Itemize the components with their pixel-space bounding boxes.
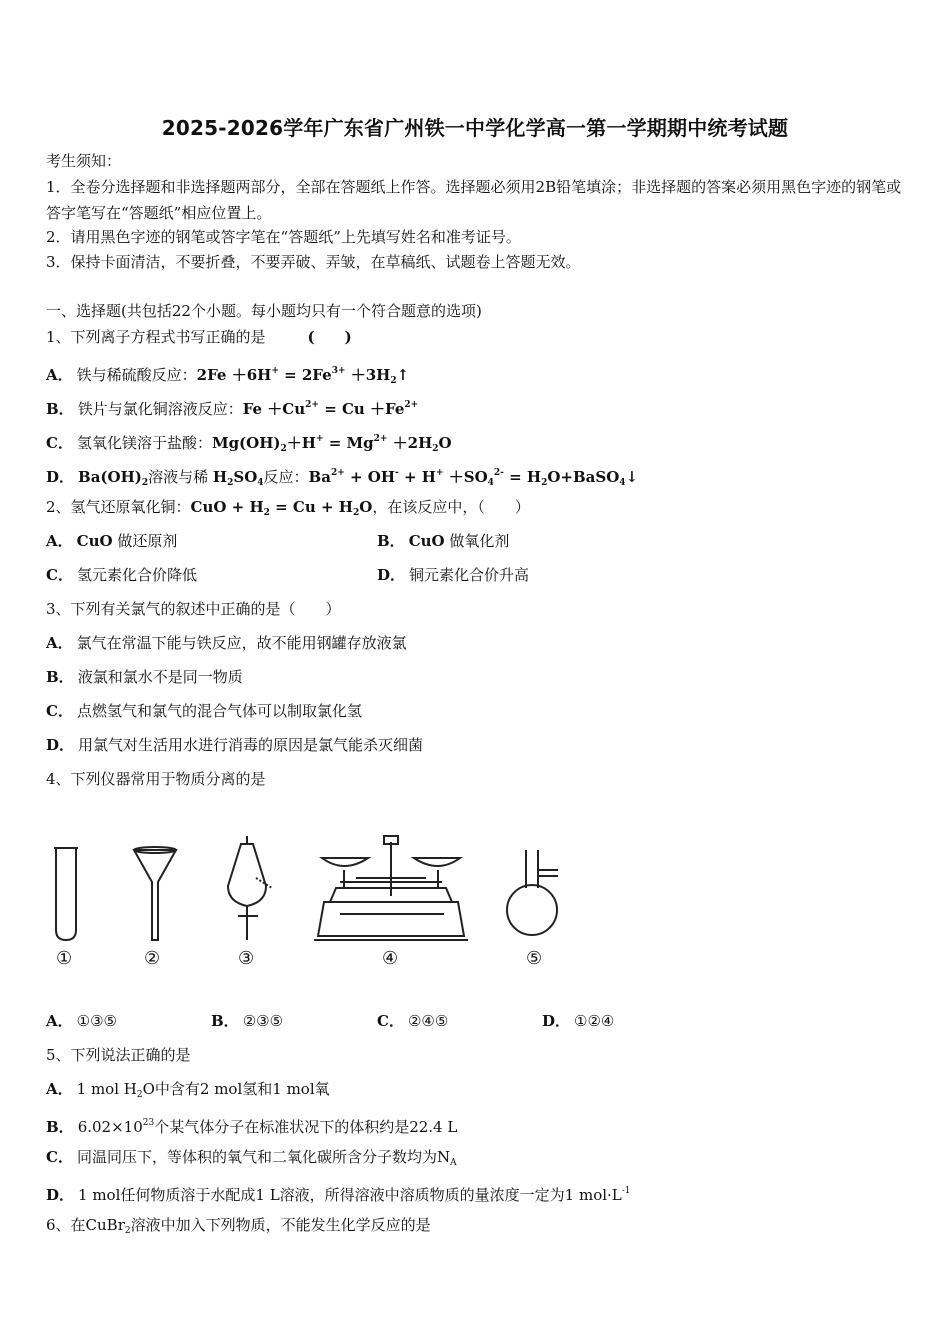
notice-item-3: 3．保持卡面清洁，不要折叠，不要弄破、弄皱，在草稿纸、试题卷上答题无效。 xyxy=(46,253,581,271)
test-tube-icon xyxy=(54,848,78,940)
section-heading: 一、选择题(共包括22个小题。每小题均只有一个符合题意的选项) xyxy=(46,302,482,320)
q3-option-a[interactable]: A． 氯气在常温下能与铁反应，故不能用钢罐存放液氯 xyxy=(46,634,407,652)
q2-options-row-2 xyxy=(46,565,906,585)
q5-option-b[interactable]: B． $6.02\times 10^{23}$个某气体分子在标准状况下的体积约是22.4 L xyxy=(46,1118,458,1136)
q3-option-d[interactable]: D． 用氯气对生活用水进行消毒的原因是氯气能杀灭细菌 xyxy=(46,736,424,754)
q4-option-c[interactable]: C． ②④⑤ xyxy=(377,1012,449,1030)
q3-option-c[interactable]: C． 点燃氢气和氯气的混合气体可以制取氯化氢 xyxy=(46,702,362,720)
question-5-stem: 5、下列说法正确的是 xyxy=(46,1046,191,1064)
question-4-stem: 4、下列仪器常用于物质分离的是 xyxy=(46,770,266,788)
question-2-stem: 2、氢气还原氧化铜：CuO + $H_2 = Cu + H_2O$，在该反应中，（ ） xyxy=(46,498,530,518)
notice-heading: 考生须知： xyxy=(46,152,122,170)
q1-option-d[interactable]: D． $Ba(OH)_2$溶液与稀 $H_2SO_4$反应：$Ba^{2+} + OH^- + H^+ +SO_4^{2-}$ = $H_2O+BaSO_4↓$ xyxy=(46,468,639,488)
balance-scale-icon xyxy=(314,836,468,940)
q1-option-b[interactable]: B． 铁片与氯化铜溶液反应：$Fe +Cu^{2+} = Cu +Fe^{2+}$ xyxy=(46,400,419,418)
q5-option-a[interactable]: A． 1 mol $H_2O$中含有2 mol氢和1 mol氧 xyxy=(46,1080,330,1100)
question-1-stem xyxy=(46,327,352,347)
q5-option-c[interactable]: C． 同温同压下，等体积的氧气和二氧化碳所含分子数均为$N_A$ xyxy=(46,1148,457,1168)
notice-item-2: 2．请用黑色字迹的钢笔或答字笔在“答题纸”上先填写姓名和准考证号。 xyxy=(46,228,521,246)
question-6-stem: 6、在CuBr$_2$溶液中加入下列物质，不能发生化学反应的是 xyxy=(46,1216,431,1236)
figure-label-1: ① xyxy=(56,948,73,969)
q4-option-b[interactable]: B． ②③⑤ xyxy=(211,1012,284,1030)
funnel-icon xyxy=(134,847,176,940)
apparatus-figure xyxy=(44,830,574,990)
q4-option-d[interactable]: D． ①②④ xyxy=(542,1012,615,1030)
apparatus-illustration xyxy=(44,830,574,990)
q1-option-a[interactable]: A． 铁与稀硫酸反应：$2Fe +6H^+ = 2Fe^{3+}$ $+3H_2↑$ xyxy=(46,366,410,386)
figure-label-5: ⑤ xyxy=(526,948,543,969)
q4-option-a[interactable]: A． ①③⑤ xyxy=(46,1012,117,1030)
q2-option-d[interactable]: D． 铜元素化合价升高 xyxy=(377,566,530,584)
separatory-funnel-icon xyxy=(228,836,272,940)
question-3-stem: 3、下列有关氯气的叙述中正确的是（ ） xyxy=(46,600,341,618)
distilling-flask-icon xyxy=(507,850,558,935)
page-title: 2025-2026学年广东省广州铁一中学化学高一第一学期期中统考试题 xyxy=(161,116,789,140)
q5-option-d[interactable]: D． 1 mol任何物质溶于水配成1 L溶液，所得溶液中溶质物质的量浓度一定为1 $mol\cdot L^{-1}$ xyxy=(46,1186,631,1204)
q3-option-b[interactable]: B． 液氯和氯水不是同一物质 xyxy=(46,668,243,686)
question-1-text: 1、下列离子方程式书写正确的是 xyxy=(46,328,266,346)
q2-option-a[interactable]: A． CuO 做还原剂 xyxy=(46,532,178,550)
figure-label-3: ③ xyxy=(238,948,255,969)
q2-option-c[interactable]: C． 氢元素化合价降低 xyxy=(46,566,197,584)
figure-label-2: ② xyxy=(144,948,161,969)
q4-options-row xyxy=(46,1011,906,1031)
q1-option-c[interactable]: C． 氢氧化镁溶于盐酸：$Mg(OH)_2+H^+ = Mg^{2+} +2H_2O$ xyxy=(46,434,452,454)
question-1-paren: ( ) xyxy=(307,328,352,346)
notice-item-1: 1．全卷分选择题和非选择题两部分，全部在答题纸上作答。选择题必须用2B铅笔填涂；非选择题的答案必须用黑色字迹的钢笔或答字笔写在“答题纸”相应位置上。 xyxy=(46,178,902,222)
figure-label-4: ④ xyxy=(382,948,399,969)
q2-option-b[interactable]: B． CuO 做氧化剂 xyxy=(377,532,510,550)
q2-options-row-1 xyxy=(46,531,906,551)
